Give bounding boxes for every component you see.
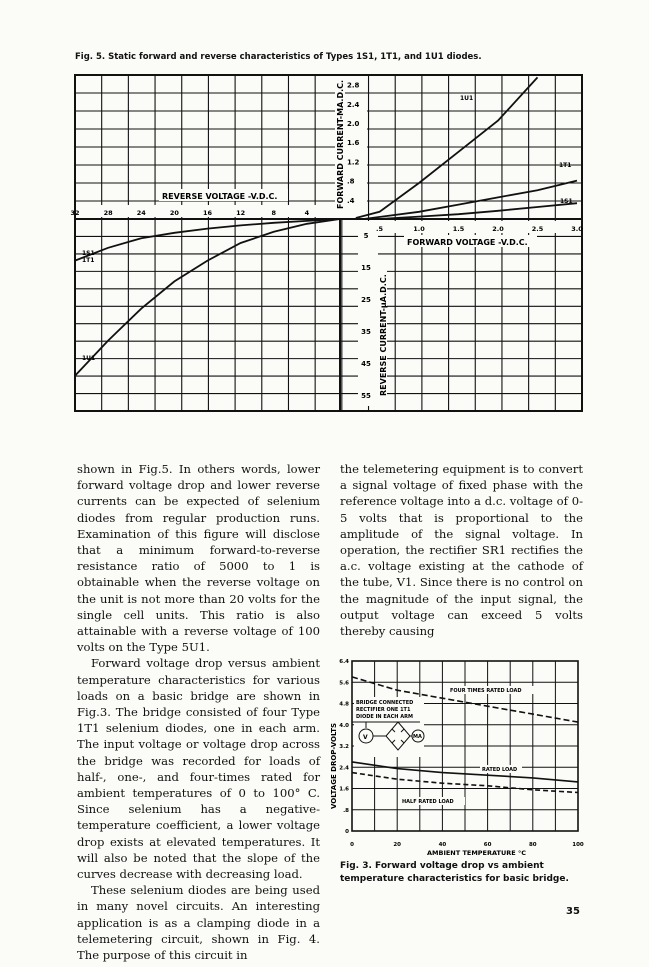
fig3-ylabel: VOLTAGE DROP-VOLTS (330, 722, 338, 809)
paragraph-1: shown in Fig.5. In others words, lower forward voltage drop and lower reverse currents can be expected of selenium diodes from regular production runs. Examination of this figure will disclose that a minimum forward-to-reverse resistance ratio of 5000 to 1 is obtainable when the reverse voltage on the unit is not more than 20 volts for the single cell units. This ratio is also attainable with a reverse voltage of 100 volts on the Type 5U1. (77, 462, 320, 655)
fig3-ytick: 6.4 (339, 659, 349, 665)
fig3-ytick: .8 (343, 807, 349, 814)
reverse-voltage-tick: 12 (236, 209, 246, 217)
forward-current-tick: 2.4 (347, 100, 360, 109)
forward-voltage-tick: 1.5 (452, 225, 465, 233)
forward-current-tick: 1.6 (347, 139, 360, 148)
curve-label-1s1-forward: 1S1 (560, 198, 573, 205)
paragraph-3: These selenium diodes are being used in many novel circuits. An interesting application is as a clamping diode in a telemetering circuit, shown in Fig. 4. The purpose of this circuit in (77, 883, 320, 963)
reverse-voltage-tick: 28 (103, 209, 113, 217)
curve-label-1s1-reverse: 1S1 (82, 250, 95, 257)
reverse-current-tick: 45 (361, 360, 371, 368)
reverse-current-tick: 25 (361, 296, 371, 304)
label-rated-load: RATED LOAD (482, 767, 518, 773)
fig5-caption: Fig. 5. Static forward and reverse characteristics of Types 1S1, 1T1, and 1U1 diodes. (75, 52, 482, 62)
fig3-xtick: 0 (350, 842, 354, 848)
forward-voltage-tick: .5 (376, 225, 383, 233)
reverse-voltage-label: REVERSE VOLTAGE -V.D.C. (162, 192, 278, 201)
fig3-ytick: 1.6 (339, 786, 349, 793)
fig3-xtick: 20 (393, 842, 402, 848)
forward-voltage-label: FORWARD VOLTAGE -V.D.C. (407, 238, 528, 247)
curve-label-1u1-reverse: 1U1 (82, 355, 96, 362)
forward-voltage-tick: 1.0 (413, 225, 425, 233)
inset-text-3: DIODE IN EACH ARM (356, 714, 413, 720)
reverse-voltage-tick: 4 (304, 209, 310, 217)
fig3-xlabel: AMBIENT TEMPERATURE °C (427, 849, 526, 857)
label-half-rated-load: HALF RATED LOAD (402, 799, 454, 805)
fig3-xtick: 80 (528, 842, 537, 848)
forward-current-tick: .8 (347, 177, 355, 186)
inset-text-1: BRIDGE CONNECTED (356, 700, 414, 706)
forward-current-tick: 1.2 (347, 158, 360, 167)
fig3-ytick: 4.8 (339, 701, 349, 708)
forward-voltage-tick: 2.0 (492, 225, 504, 233)
reverse-voltage-tick: 24 (136, 209, 146, 217)
paragraph-4: the telemetering equipment is to convert a signal voltage of fixed phase with the reference voltage into a d.c. voltage of 0-5 volts that is proportional to the amplitude of the signal voltage. In operation, the rectifier SR1 rectifies the a.c. voltage existing at the cathode of the tube, V1. Since there is no control on the magnitude of the input signal, the output voltage can exceed 5 volts thereby causing (340, 462, 583, 639)
reverse-voltage-tick: 20 (169, 209, 179, 217)
fig3-ytick: 2.4 (339, 765, 349, 772)
reverse-current-axis-label: REVERSE CURRENT-µA.D.C. (379, 274, 388, 396)
forward-current-tick: 2.0 (347, 120, 360, 128)
reverse-current-tick: 35 (361, 328, 371, 336)
reverse-current-tick: 15 (361, 264, 371, 272)
reverse-current-tick: 5 (363, 232, 369, 240)
reverse-voltage-tick: 8 (271, 209, 277, 217)
forward-current-tick: .4 (347, 196, 355, 205)
voltmeter-label: V (363, 734, 368, 741)
paragraph-2: Forward voltage drop versus ambient temperature characteristics for various loads on a basic bridge are shown in Fig.3. The bridge consisted of four Type 1T1 selenium diodes, one in each arm. The input voltage or voltage drop across the bridge was recorded for loads of half-, one-, and four-times rated for ambient temperatures of 0 to 100° C. Since selenium has a negative-temperature coefficient, a lower voltage drop exists at elevated temperatures. It will also be noted that the slope of the curves decrease with decreasing load. (77, 656, 320, 882)
reverse-voltage-tick: 16 (202, 209, 213, 217)
label-four-times-rated-load: FOUR TIMES RATED LOAD (450, 688, 522, 694)
fig3-caption: Fig. 3. Forward voltage drop vs ambient temperature characteristics for basic bridge. (340, 861, 569, 884)
fig3-xtick: 100 (572, 842, 584, 848)
forward-current-axis-label: FORWARD CURRENT-MA.D.C. (336, 79, 345, 209)
forward-voltage-tick: 3.0 (571, 225, 583, 233)
milliammeter-label: MA (413, 734, 422, 740)
fig3-ytick: 5.6 (339, 680, 349, 687)
reverse-voltage-tick: 32 (70, 209, 80, 217)
reverse-current-tick: 55 (361, 392, 371, 400)
curve-label-1t1-reverse: 1T1 (82, 257, 95, 264)
fig3-ytick: 4.0 (339, 722, 349, 729)
forward-current-tick: 2.8 (347, 81, 360, 90)
fig3-xtick: 60 (483, 842, 492, 848)
fig3-ytick: 3.2 (339, 744, 349, 750)
fig3-xtick: 40 (438, 842, 447, 848)
curve-label-1t1-forward: 1T1 (559, 162, 572, 169)
fig3-ytick: 0 (345, 829, 349, 835)
page-number: 35 (566, 906, 580, 917)
forward-voltage-tick: 2.5 (531, 225, 544, 233)
curve-label-1u1-forward: 1U1 (460, 95, 474, 102)
inset-text-2: RECTIFIER ONE 1T1 (356, 707, 411, 713)
